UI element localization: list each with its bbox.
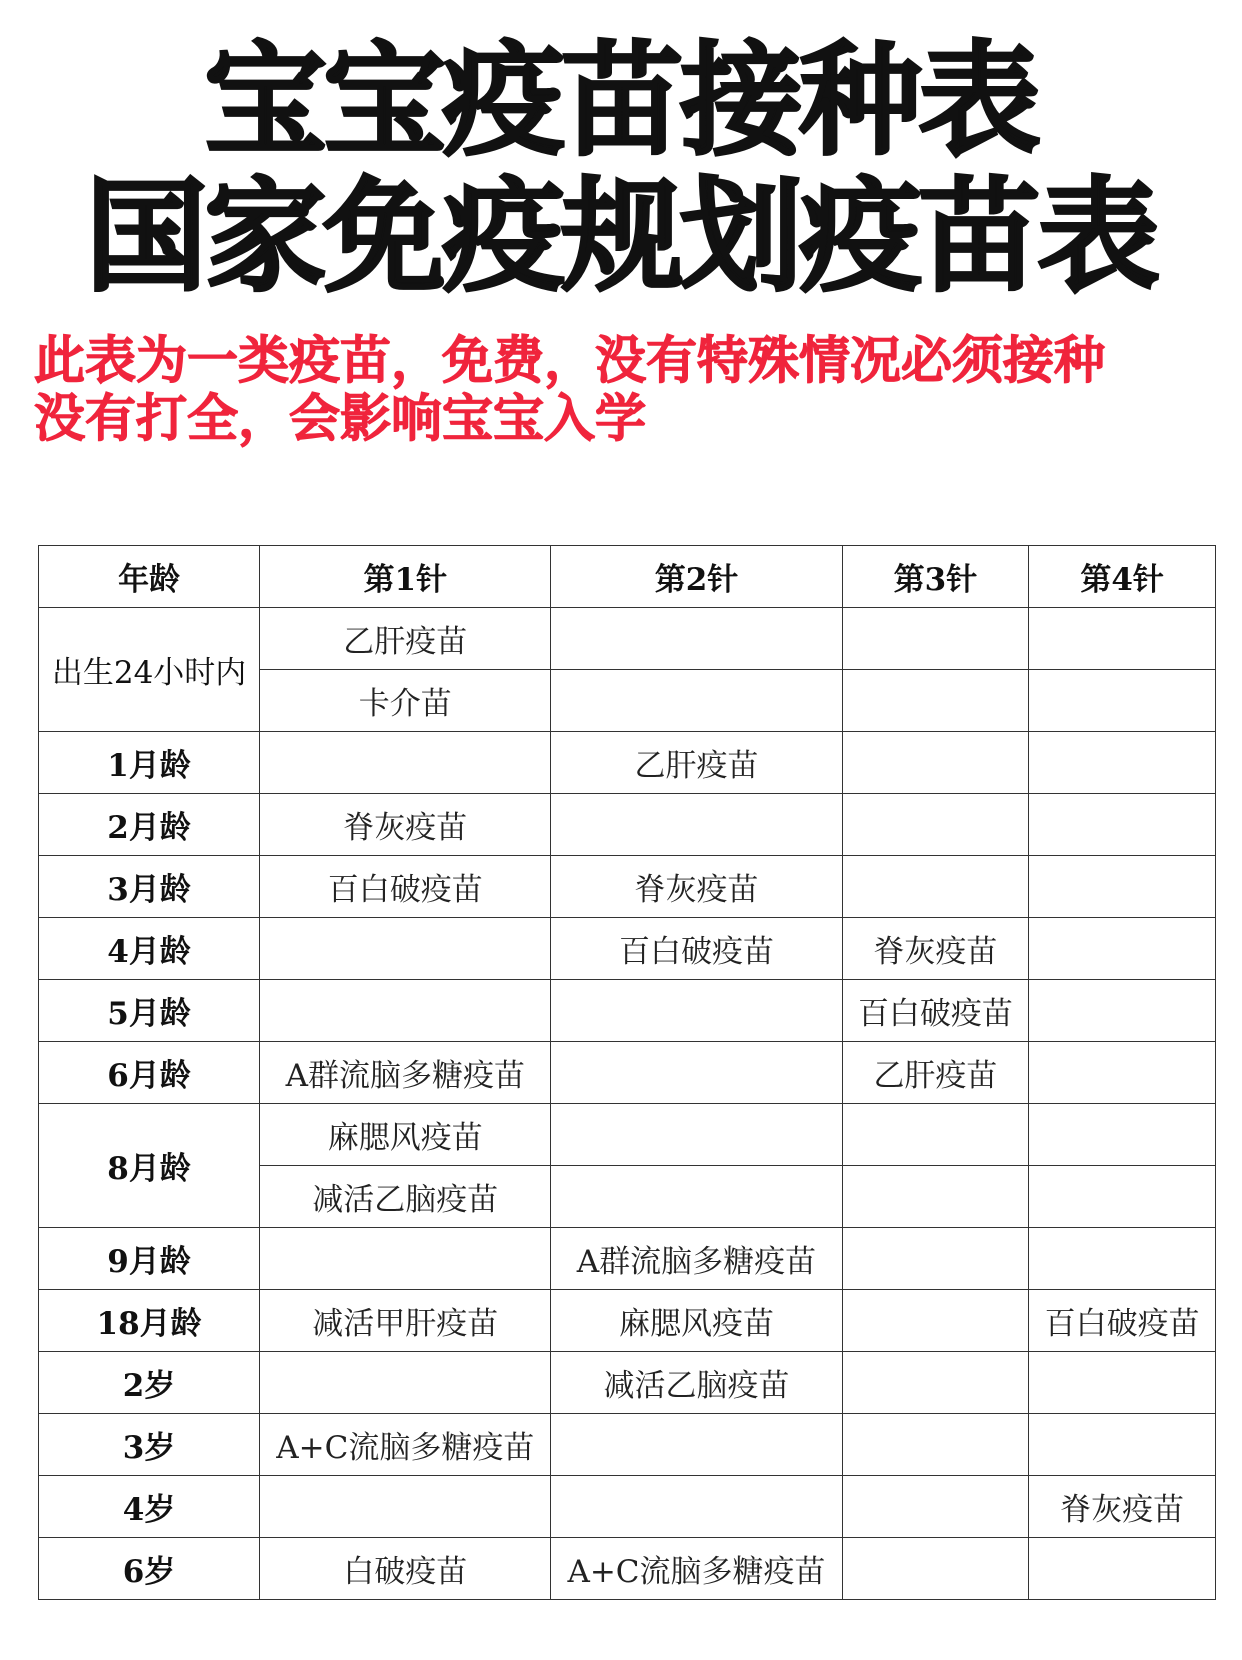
dose-cell [551,1042,842,1104]
dose-cell [260,980,551,1042]
table-row [39,1352,1216,1414]
dose-cell: 减活乙脑疫苗 [260,1166,551,1228]
dose-cell [1029,1538,1216,1600]
age-cell: 1月龄 [39,732,260,794]
dose-cell [551,980,842,1042]
age-cell: 出生24小时内 [39,608,260,732]
dose-cell: 百白破疫苗 [260,856,551,918]
dose-cell [260,918,551,980]
dose-cell [842,732,1029,794]
dose-cell: A+C流脑多糖疫苗 [551,1538,842,1600]
dose-cell [1029,856,1216,918]
dose-cell [551,608,842,670]
dose-cell: 卡介苗 [260,670,551,732]
dose-cell: A群流脑多糖疫苗 [260,1042,551,1104]
dose-cell: 脊灰疫苗 [551,856,842,918]
dose-cell: 乙肝疫苗 [260,608,551,670]
dose-cell [551,1414,842,1476]
table-row [39,1414,1216,1476]
table-row [39,1538,1216,1600]
page-title-line2: 国家免疫规划疫苗表 [85,166,1157,308]
age-cell: 5月龄 [39,980,260,1042]
age-cell: 2岁 [39,1352,260,1414]
dose-cell [842,794,1029,856]
dose-cell: 脊灰疫苗 [260,794,551,856]
age-cell: 18月龄 [39,1290,260,1352]
dose-cell [551,794,842,856]
dose-cell: 减活甲肝疫苗 [260,1290,551,1352]
subtitle-line1: 此表为一类疫苗，免费，没有特殊情况必须接种 [34,332,1106,391]
dose-cell [842,1476,1029,1538]
table-row [39,1476,1216,1538]
dose-cell: 麻腮风疫苗 [260,1104,551,1166]
dose-cell: 脊灰疫苗 [842,918,1029,980]
dose-cell [1029,670,1216,732]
dose-cell: A群流脑多糖疫苗 [551,1228,842,1290]
dose-cell [842,670,1029,732]
subtitle-line2: 没有打全，会影响宝宝入学 [34,390,647,449]
dose-cell: A+C流脑多糖疫苗 [260,1414,551,1476]
header-dose-1: 第1针 [260,546,551,608]
age-cell: 8月龄 [39,1104,260,1228]
table-row [39,608,1216,670]
age-cell: 9月龄 [39,1228,260,1290]
dose-cell: 百白破疫苗 [551,918,842,980]
dose-cell [1029,1166,1216,1228]
dose-cell [1029,1352,1216,1414]
dose-cell [260,732,551,794]
table-row [39,856,1216,918]
dose-cell: 乙肝疫苗 [842,1042,1029,1104]
dose-cell [842,1290,1029,1352]
dose-cell [842,1104,1029,1166]
dose-cell [1029,608,1216,670]
age-cell: 6月龄 [39,1042,260,1104]
table-row [39,732,1216,794]
dose-cell [1029,794,1216,856]
dose-cell [1029,732,1216,794]
dose-cell: 百白破疫苗 [1029,1290,1216,1352]
dose-cell [1029,1104,1216,1166]
dose-cell [842,1538,1029,1600]
dose-cell: 减活乙脑疫苗 [551,1352,842,1414]
header-age: 年龄 [39,546,260,608]
age-cell: 3月龄 [39,856,260,918]
dose-cell: 白破疫苗 [260,1538,551,1600]
dose-cell [842,856,1029,918]
dose-cell: 脊灰疫苗 [1029,1476,1216,1538]
table-row [39,1228,1216,1290]
header-dose-4: 第4针 [1029,546,1216,608]
header-dose-3: 第3针 [842,546,1029,608]
dose-cell [1029,980,1216,1042]
dose-cell [842,1352,1029,1414]
dose-cell [1029,1042,1216,1104]
dose-cell [551,1166,842,1228]
age-cell: 4月龄 [39,918,260,980]
header-dose-2: 第2针 [551,546,842,608]
dose-cell [842,1166,1029,1228]
dose-cell [842,1228,1029,1290]
dose-cell [551,670,842,732]
dose-cell [1029,1228,1216,1290]
age-cell: 6岁 [39,1538,260,1600]
table-row [39,980,1216,1042]
dose-cell [551,1476,842,1538]
dose-cell [1029,918,1216,980]
vaccine-schedule-table [38,545,1216,1600]
dose-cell [260,1352,551,1414]
table-row [39,1290,1216,1352]
age-cell: 2月龄 [39,794,260,856]
dose-cell [842,1414,1029,1476]
dose-cell: 麻腮风疫苗 [551,1290,842,1352]
table-row [39,1104,1216,1166]
dose-cell [260,1476,551,1538]
table-row [39,918,1216,980]
dose-cell: 乙肝疫苗 [551,732,842,794]
dose-cell [551,1104,842,1166]
dose-cell [260,1228,551,1290]
table-row [39,1042,1216,1104]
age-cell: 3岁 [39,1414,260,1476]
dose-cell [842,608,1029,670]
table-row [39,794,1216,856]
dose-cell [1029,1414,1216,1476]
table-header-row [39,546,1216,608]
age-cell: 4岁 [39,1476,260,1538]
page-title-line1: 宝宝疫苗接种表 [204,30,1038,172]
dose-cell: 百白破疫苗 [842,980,1029,1042]
